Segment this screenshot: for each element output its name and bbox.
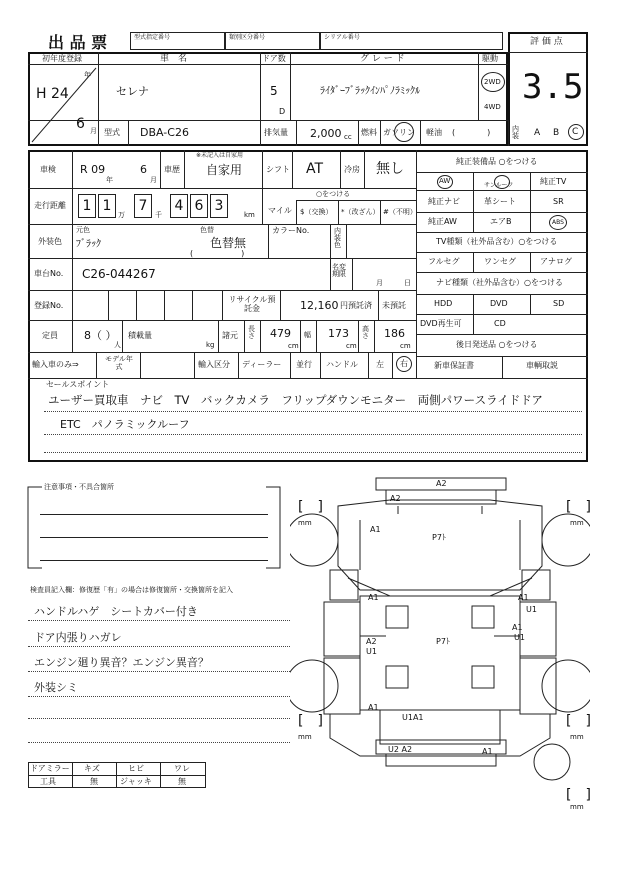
- model-designation-box: [130, 32, 225, 50]
- import-only-label: 輸入車のみ⇒: [32, 360, 79, 369]
- genuine-header: 純正装備品 ○をつける: [456, 157, 538, 166]
- door-type: D: [279, 107, 286, 116]
- mm-unit: mm: [570, 519, 584, 527]
- car-name-label: 車 名: [160, 54, 188, 64]
- shift-label: シフト: [266, 165, 290, 174]
- color-label: 外装色: [38, 237, 62, 246]
- history-label: 車歴: [164, 165, 180, 174]
- dims-label: 諸元: [222, 331, 238, 340]
- shift-value: AT: [306, 161, 324, 177]
- tv-oneseg: ワンセグ: [484, 257, 516, 266]
- serial-box: [320, 32, 503, 50]
- later-warranty: 新車保証書: [434, 361, 474, 370]
- tool-table-value: 無: [90, 777, 98, 786]
- shaken-month: 6: [140, 163, 147, 176]
- tire-bracket: [ ]: [566, 787, 591, 803]
- fuel-value: ガソリン: [383, 128, 415, 137]
- tv-fullseg: フルセグ: [428, 257, 460, 266]
- first-reg-label: 初年度登録: [42, 54, 82, 63]
- damage-mark: A1: [368, 703, 379, 712]
- recycle-label: リサイクル預託金: [228, 295, 276, 313]
- handle-label: ハンドル: [326, 360, 358, 369]
- name-change-day: 日: [404, 279, 411, 287]
- mileage-digit: 6: [190, 194, 208, 218]
- tv-header: TV種類（社外品含む）○をつける: [436, 237, 558, 246]
- history-value: 自家用: [206, 163, 243, 177]
- displacement-label: 排気量: [264, 128, 288, 137]
- dealer-label: ディーラー: [242, 360, 282, 369]
- damage-mark: P7ﾄ: [432, 533, 446, 542]
- damage-mark: A1: [512, 623, 523, 632]
- car-diagram: [290, 470, 590, 810]
- cm-unit-width: cm: [346, 342, 357, 350]
- chassis-label: 車台No.: [34, 269, 64, 278]
- mm-unit: mm: [298, 519, 312, 527]
- history-note: ※未記入は自家用: [196, 152, 244, 159]
- damage-mark: U1: [526, 605, 537, 614]
- cd-label: CD: [494, 319, 506, 328]
- name-change-label: 名変期限: [332, 263, 346, 278]
- damage-mark: U1: [366, 647, 377, 656]
- tire-bracket: [ ]: [566, 499, 591, 515]
- equip-genuine-aw: 純正AW: [428, 217, 457, 226]
- drive-label: 駆動: [482, 54, 498, 63]
- recycle-value: 12,160: [300, 299, 339, 312]
- colorno-label: カラーNo.: [272, 226, 310, 235]
- color-change-value: 色替無: [210, 236, 247, 250]
- cm-unit-height: cm: [400, 342, 411, 350]
- mile-label: マイル: [268, 206, 292, 215]
- door-count: 5: [270, 84, 278, 98]
- equip-leather-seat: 革シート: [484, 197, 516, 206]
- mileage-digit: 4: [170, 194, 188, 218]
- equip-airbag: エアB: [490, 217, 512, 226]
- mileage-digit: 3: [210, 194, 228, 218]
- width-label: 幅: [304, 331, 311, 339]
- year-unit: 年: [84, 71, 91, 79]
- color-change-label: 色替: [200, 226, 214, 234]
- cc-unit: cc: [344, 133, 352, 141]
- nav-sd: SD: [553, 299, 565, 308]
- tool-table-header: ワレ: [174, 764, 190, 773]
- form-title: 出 品 票: [48, 33, 108, 52]
- drive-4wd: 4WD: [484, 103, 501, 111]
- mileage-digit: 1: [78, 194, 96, 218]
- grade-value: ﾗｲﾀﾞｰﾌﾞﾗｯｸｲﾝﾊﾟﾉﾗﾐｯｸﾙ: [320, 86, 420, 97]
- interior-a: A: [534, 128, 541, 138]
- unknown-label: #（不明）: [383, 208, 417, 216]
- equip-genuine-navi: 純正ナビ: [428, 197, 460, 206]
- damage-mark: A2: [390, 494, 401, 503]
- exchange-label: $（交換）: [300, 208, 333, 216]
- tool-table-value: 工具: [40, 777, 56, 786]
- car-name: セレナ: [116, 85, 149, 98]
- tool-table-header: キズ: [84, 764, 100, 773]
- handle-right: 右: [400, 359, 408, 368]
- serial-label: シリアル番号: [324, 34, 360, 41]
- equip-sr: SR: [553, 197, 564, 206]
- model-type: DBA-C26: [140, 126, 189, 139]
- model-year-label: モデル年式: [105, 355, 133, 371]
- name-change-month: 月: [376, 279, 383, 287]
- tire-bracket: [ ]: [298, 499, 323, 515]
- damage-mark: A1: [482, 747, 493, 756]
- damage-mark: P7ﾄ: [436, 637, 450, 646]
- inspector-label: 検査員記入欄：修復歴「有」の場合は修復箇所・交換箇所を記入: [30, 586, 233, 594]
- aircon-label: 冷房: [344, 165, 360, 174]
- class-code-box: [225, 32, 320, 50]
- tamper-label: *（改ざん）: [341, 208, 380, 216]
- equip-genuine-tv: 純正TV: [540, 177, 567, 186]
- model-designation-label: 型式指定番号: [134, 34, 171, 41]
- month-unit: 月: [90, 127, 97, 135]
- note-line: ドア内張りハガレ: [34, 631, 122, 644]
- displacement-value: 2,000: [310, 127, 342, 140]
- mm-unit: mm: [570, 733, 584, 741]
- capacity-label: 定員: [42, 331, 58, 340]
- sales-point-line2: ETC パノラミックルーフ: [60, 418, 190, 431]
- load-label: 積載量: [128, 331, 152, 340]
- damage-mark: A1: [370, 525, 381, 534]
- damage-mark: U1A1: [402, 713, 424, 722]
- shaken-label: 車検: [40, 165, 56, 174]
- rating-label: 評 価 点: [530, 37, 563, 47]
- interior-color-label: 内装色: [334, 227, 341, 249]
- cm-unit-length: cm: [288, 342, 299, 350]
- sales-point-line1: ユーザー買取車 ナビ TV バックカメラ フリップダウンモニター 両側パワースライドドア: [48, 393, 543, 407]
- later-header: 後日発送品 ○をつける: [456, 340, 538, 349]
- width-value: 173: [328, 327, 349, 340]
- sen-unit: 千: [155, 211, 162, 219]
- handle-left: 左: [376, 360, 384, 369]
- parallel-label: 並行: [296, 360, 312, 369]
- tool-table-header: ドアミラー: [30, 764, 70, 773]
- damage-mark: U1: [514, 633, 525, 642]
- mm-unit: mm: [298, 733, 312, 741]
- aircon-value: 無し: [376, 161, 404, 177]
- note-line: エンジン廻り異音？エンジン異音？: [34, 656, 209, 669]
- height-label: 高さ: [362, 325, 369, 340]
- tire-bracket: [ ]: [298, 713, 323, 729]
- height-value: 186: [384, 327, 405, 340]
- not-deposited: 未預託: [382, 301, 406, 310]
- equip-sunroof: サンルーフ: [484, 182, 514, 189]
- tool-table-value: ジャッキ: [120, 777, 152, 786]
- door-label: ドア数: [262, 54, 286, 63]
- first-reg-year: H 24: [36, 86, 69, 102]
- interior-c: C: [572, 127, 579, 137]
- nav-dvd: DVD: [490, 299, 508, 308]
- km-unit: km: [244, 211, 255, 219]
- damage-mark: A1: [518, 593, 529, 602]
- equip-aw: AW: [439, 177, 451, 185]
- grade-label: グ レ ー ド: [360, 54, 405, 64]
- nav-header: ナビ種類（社外品含む）○をつける: [436, 278, 563, 287]
- tire-bracket: [ ]: [566, 713, 591, 729]
- damage-mark: A2: [436, 479, 447, 488]
- mileage-digit: 1: [98, 194, 116, 218]
- tool-table-header: ヒビ: [128, 764, 144, 773]
- drive-2wd: 2WD: [484, 78, 501, 86]
- chassis-value: C26-044267: [82, 267, 156, 281]
- interior-label: 内装: [512, 125, 519, 140]
- mileage-circle-note: ○をつける: [316, 190, 351, 198]
- fuel-label: 燃料: [361, 128, 377, 137]
- damage-mark: A2: [366, 637, 377, 646]
- color-value: ﾌﾞﾗｯｸ: [76, 239, 101, 250]
- light-oil-paren: ( ): [452, 128, 491, 137]
- capacity-unit: 人: [114, 341, 121, 349]
- color-paren: ( ): [190, 249, 245, 258]
- light-oil-label: 軽油: [426, 128, 442, 137]
- nav-hdd: HDD: [434, 299, 453, 308]
- shaken-year-unit: 年: [106, 176, 113, 184]
- model-type-label: 型式: [104, 128, 120, 137]
- orig-color-label: 元色: [76, 226, 90, 234]
- interior-b: B: [553, 128, 560, 138]
- shaken-year: R 09: [80, 163, 106, 176]
- first-reg-month: 6: [76, 116, 85, 132]
- caution-bracket: [26, 483, 282, 570]
- recycle-unit: 円預託済: [340, 301, 372, 310]
- length-label: 長さ: [248, 325, 255, 340]
- kg-unit: kg: [206, 341, 215, 349]
- man-unit: 万: [118, 211, 125, 219]
- shaken-month-unit: 月: [150, 176, 157, 184]
- damage-mark: A1: [368, 593, 379, 602]
- mileage-label: 走行距離: [34, 201, 66, 210]
- sales-point-label: セールスポイント: [46, 380, 110, 389]
- mileage-digit: 7: [134, 194, 152, 218]
- dvd-playable: DVD再生可: [420, 319, 462, 328]
- note-line: 外装シミ: [34, 681, 78, 694]
- equip-abs: ABS: [552, 219, 564, 226]
- import-type-label: 輸入区分: [198, 360, 230, 369]
- reg-no-label: 登録No.: [34, 301, 64, 310]
- capacity-value: 8（ ）: [84, 329, 117, 342]
- mm-unit: mm: [570, 803, 584, 811]
- length-value: 479: [270, 327, 291, 340]
- damage-mark: U2 A2: [388, 745, 413, 754]
- note-line: ハンドルハゲ シートカバー付き: [34, 605, 198, 618]
- class-code-label: 類別区分番号: [229, 34, 266, 41]
- caution-label: 注意事項・不具合箇所: [44, 483, 114, 491]
- tool-table-value: 無: [178, 777, 186, 786]
- later-manual: 車輌取説: [526, 361, 558, 370]
- rating-value: 3.5: [522, 67, 584, 107]
- tv-analog: アナログ: [540, 257, 572, 266]
